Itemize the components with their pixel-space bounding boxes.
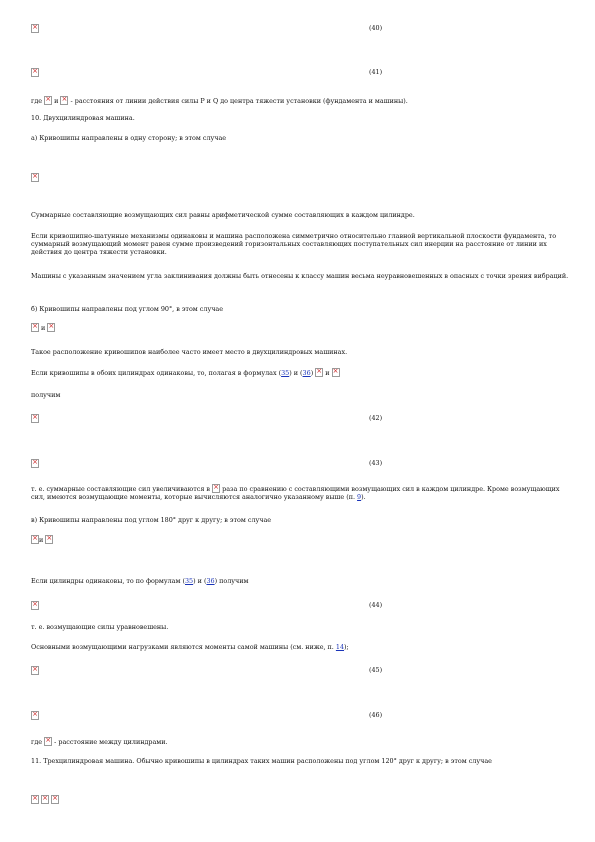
broken-image-icon xyxy=(31,68,39,77)
paragraph-sum: Суммарные составляющие возмущающих сил равны арифметической сумме составляющих в каждом цилиндре. xyxy=(31,211,415,219)
broken-image-icon xyxy=(60,96,68,105)
section-link[interactable]: 9 xyxy=(357,493,362,501)
paragraph-arrangement: Такое расположение кривошипов наиболее часто имеет место в двухцилиндровых машинах. xyxy=(31,348,348,356)
broken-image-icon xyxy=(31,24,39,33)
broken-image-icon xyxy=(51,795,59,804)
broken-image-icon xyxy=(31,414,39,423)
equation-number: (43) xyxy=(369,459,383,467)
equation-number: (44) xyxy=(369,601,383,609)
subsection-heading: б) Кривошипы направлены под углом 90°, в этом случае xyxy=(31,305,224,313)
section-link[interactable]: 14 xyxy=(335,643,345,651)
equation-number: (40) xyxy=(369,24,383,32)
paragraph-if-cylinders: Если цилиндры одинаковы, то по формулам (35) и (36) получим xyxy=(31,577,249,585)
broken-image-icon xyxy=(41,795,49,804)
formula-link[interactable]: 36 xyxy=(302,369,311,377)
paragraph-we-get: получим xyxy=(31,391,61,399)
formula-link[interactable]: 36 xyxy=(206,577,215,585)
broken-image-icon xyxy=(44,96,52,105)
broken-image-icon xyxy=(31,795,39,804)
broken-image-icon xyxy=(31,459,39,468)
paragraph-balanced: т. е. возмущающие силы уравновешены. xyxy=(31,623,169,631)
broken-image-icon xyxy=(332,368,340,377)
paragraph-main-loads: Основными возмущающими нагрузками являются моменты самой машины (см. ниже, п. 14); xyxy=(31,643,349,651)
equation-number: (41) xyxy=(369,68,383,76)
broken-image-icon xyxy=(212,484,220,493)
equation-number: (42) xyxy=(369,414,383,422)
broken-image-icon xyxy=(31,535,39,544)
formula-pair: ×и × xyxy=(31,535,53,544)
paragraph-where-distances: где × и × - расстояния от линии действия силы P и Q до центра тяжести установки (фундамента и машины). xyxy=(31,96,408,105)
paragraph-symmetric-moment: Если кривошипно-шатунные механизмы одинаковы и машина расположена симметрично относительно главной вертикальной плоскости фундамента, то суммарный возмущающий момент равен сумме произведений горизонтальных составляющих поступательных сил инерции на расстояние от линии их действия до центра тяжести установки. xyxy=(31,232,557,256)
broken-image-icon xyxy=(315,368,323,377)
equation-number: (46) xyxy=(369,711,383,719)
formula-pair: × и × xyxy=(31,323,55,332)
paragraph-if-cranks: Если кривошипы в обоих цилиндрах одинаковы, то, полагая в формулах (35) и (36) × и × xyxy=(31,368,340,377)
broken-image-icon xyxy=(31,666,39,675)
formula-triple xyxy=(31,795,59,804)
broken-image-icon xyxy=(47,323,55,332)
formula-link[interactable]: 35 xyxy=(281,369,290,377)
broken-image-icon xyxy=(44,737,52,746)
section-heading: 11. Трехцилиндровая машина. Обычно кривошипы в цилиндрах таких машин расположены под углом 120° друг к другу; в этом случае xyxy=(31,757,492,765)
broken-image-icon xyxy=(45,535,53,544)
formula-link[interactable]: 35 xyxy=(184,577,194,585)
paragraph-where-cylinder-distance: где × - расстояние между цилиндрами. xyxy=(31,737,168,746)
paragraph-sum-increase: т. е. суммарные составляющие сил увеличиваются в × раза по сравнению с составляющими возмущающих сил в каждом цилиндре. Кроме возмущающих сил, имеются возмущающие моменты, которые вычисляются аналогично указанному выше (п. 9). xyxy=(31,484,571,501)
broken-image-icon xyxy=(31,711,39,720)
subsection-heading: в) Кривошипы направлены под углом 180° друг к другу; в этом случае xyxy=(31,516,272,524)
paragraph-unbalanced-class: Машины с указанным значением угла заклинивания должны быть отнесены к классу машин весьма неуравновешенных в опасных с точки зрения вибраций. xyxy=(31,272,569,280)
broken-image-icon xyxy=(31,173,39,182)
equation-number: (45) xyxy=(369,666,383,674)
broken-image-icon xyxy=(31,323,39,332)
broken-image-icon xyxy=(31,601,39,610)
section-heading: 10. Двухцилиндровая машина. xyxy=(31,114,135,122)
subsection-heading: а) Кривошипы направлены в одну сторону; в этом случае xyxy=(31,134,227,142)
